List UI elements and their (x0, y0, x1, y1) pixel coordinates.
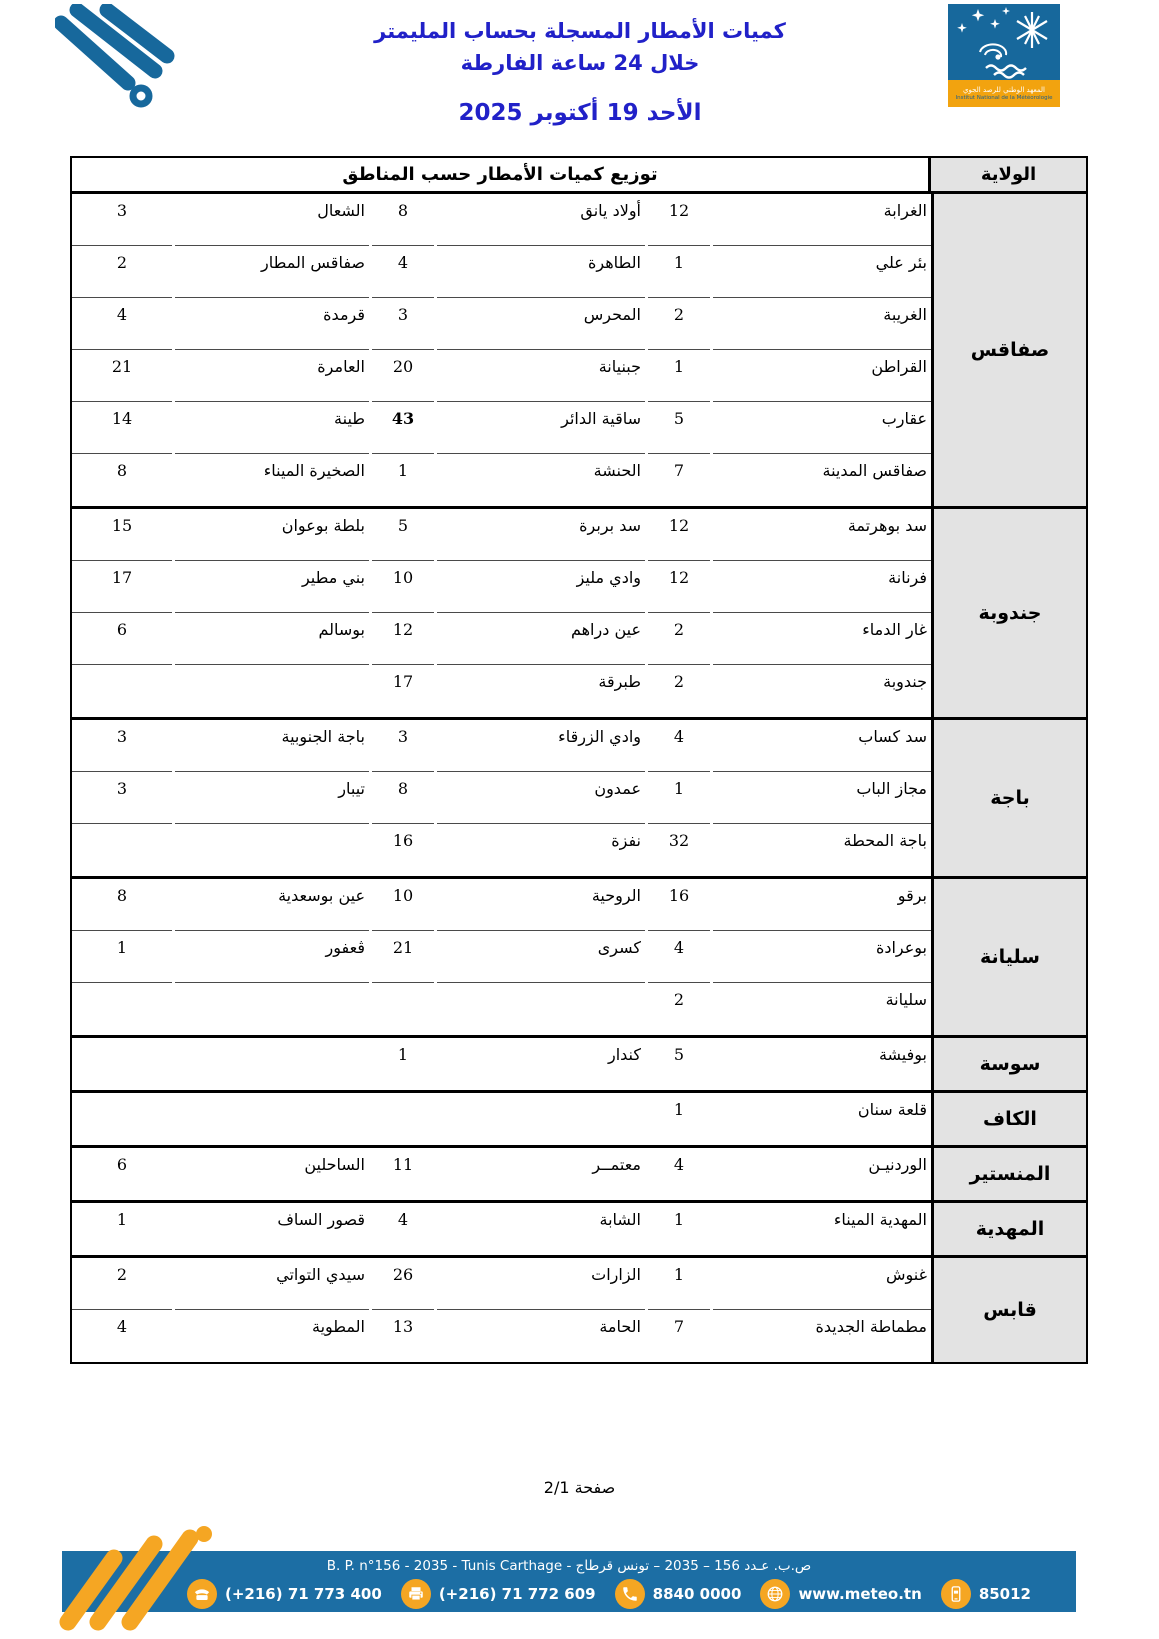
station-name: جبنيانة (437, 350, 645, 402)
rain-value: 17 (72, 561, 172, 613)
rain-value (372, 983, 434, 1035)
station-name: طينة (175, 402, 369, 454)
governorate-section (72, 876, 1086, 1035)
rain-value: 1 (648, 1258, 710, 1310)
station-rows (72, 1258, 931, 1362)
blue-stripes-icon (55, 4, 187, 110)
station-row (72, 1258, 931, 1310)
station-name: وادي مليز (437, 561, 645, 613)
station-name (437, 1093, 645, 1145)
rain-value: 1 (397, 1045, 409, 1064)
station-name: الشابة (599, 1210, 641, 1229)
station-name: كندار (607, 1045, 641, 1064)
station-name: باجة المحطة (843, 831, 927, 850)
contact-text: (+216) 71 772 609 (438, 1585, 596, 1603)
station-row (72, 983, 931, 1035)
rain-value: 7 (673, 1317, 685, 1336)
rain-value: 26 (372, 1258, 434, 1310)
station-row (72, 194, 931, 246)
rain-value (72, 983, 172, 1035)
rain-value: 4 (372, 246, 434, 298)
rain-value: 17 (392, 672, 414, 691)
station-row (72, 298, 931, 350)
station-name: جندوبة (883, 672, 927, 691)
rain-value: 3 (72, 194, 172, 246)
rain-value: 10 (372, 879, 434, 931)
rain-value: 2 (673, 990, 685, 1009)
contact-item (760, 1579, 921, 1609)
governorate-label: سليانة (931, 879, 1086, 1035)
footer-stripes-logo (52, 1496, 242, 1635)
station-name: سد كساب (713, 720, 931, 772)
title-line-2: خلال 24 ساعة الفارطة (460, 50, 700, 75)
rain-value: 5 (673, 1045, 685, 1064)
governorate-section (72, 1145, 1086, 1200)
governorate-label: باجة (931, 720, 1086, 876)
inm-caption-arabic: المعهد الوطني للرصد الجوي (963, 85, 1045, 94)
rain-value: 32 (668, 831, 690, 850)
rain-value: 4 (72, 298, 172, 350)
governorate-column-header: الولاية (928, 158, 1086, 191)
rain-value: 6 (116, 1155, 128, 1174)
station-row (72, 772, 931, 824)
station-rows (72, 194, 931, 506)
station-row (72, 613, 931, 665)
station-name (175, 983, 369, 1035)
rain-value: 1 (648, 350, 710, 402)
rain-value: 8 (72, 879, 172, 931)
station-name: قلعة سنان (857, 1100, 927, 1119)
rain-value: 5 (372, 509, 434, 561)
station-name: المطوية (312, 1317, 365, 1336)
station-name: عقارب (713, 402, 931, 454)
rain-value: 16 (648, 879, 710, 931)
rain-value: 4 (648, 720, 710, 772)
rain-value: 11 (392, 1155, 414, 1174)
rain-value (372, 1093, 434, 1145)
station-name: ساقية الدائر (437, 402, 645, 454)
postal-address: B. P. n°156 - 2035 - Tunis Carthage - ص.ب. عـدد 156 – 2035 – تونس قرطاج (326, 1558, 812, 1574)
inm-logo-caption (948, 80, 1060, 107)
station-name: القراطن (713, 350, 931, 402)
inm-caption-french: Institut National de la Météorologie (955, 94, 1053, 101)
rain-value: 20 (372, 350, 434, 402)
contact-item (615, 1579, 742, 1609)
station-name (175, 665, 369, 717)
rain-value: 21 (72, 350, 172, 402)
governorate-label: المنستير (931, 1148, 1086, 1200)
station-name: فرنانة (713, 561, 931, 613)
station-rows (72, 1148, 931, 1200)
station-row (72, 665, 931, 717)
station-name: طبرقة (598, 672, 641, 691)
station-name: عين بوسعدية (175, 879, 369, 931)
rain-value: 5 (648, 402, 710, 454)
station-name: عمدون (437, 772, 645, 824)
station-rows (72, 720, 931, 876)
governorate-label: الكاف (931, 1093, 1086, 1145)
station-row (72, 509, 931, 561)
rain-value: 7 (673, 461, 685, 480)
title-line-1: كميات الأمطار المسجلة بحساب المليمتر (374, 19, 786, 43)
page-number-label: صفحة 2/1 (543, 1478, 616, 1497)
station-row (72, 1093, 931, 1145)
station-row (72, 246, 931, 298)
rain-value: 2 (72, 246, 172, 298)
rain-value: 4 (673, 1155, 685, 1174)
rain-value: 6 (72, 613, 172, 665)
station-rows (72, 1093, 931, 1145)
governorate-label: صفاقس (931, 194, 1086, 506)
station-name: أولاد يانق (437, 194, 645, 246)
rain-value: 3 (72, 720, 172, 772)
station-row (72, 931, 931, 983)
governorate-section (72, 1255, 1086, 1362)
station-name: الشعال (175, 194, 369, 246)
rain-value: 1 (397, 461, 409, 480)
rain-value: 2 (673, 672, 685, 691)
rain-value: 3 (372, 720, 434, 772)
governorate-section (72, 1090, 1086, 1145)
station-rows (72, 1203, 931, 1255)
rain-table-body (72, 194, 1086, 1362)
rain-value: 1 (673, 1100, 685, 1119)
station-name: بلطة بوعوان (175, 509, 369, 561)
rain-value: 14 (72, 402, 172, 454)
website-icon (760, 1579, 790, 1609)
contact-item (941, 1579, 1031, 1609)
contact-text: www.meteo.tn (798, 1585, 922, 1603)
station-name: غنوش (713, 1258, 931, 1310)
station-name: بوفيشة (878, 1045, 927, 1064)
rain-value: 8 (372, 772, 434, 824)
rain-value (72, 1093, 172, 1145)
rain-value: 1 (648, 772, 710, 824)
rain-value: 43 (372, 402, 434, 454)
station-name (175, 1093, 369, 1145)
governorate-label: المهدية (931, 1203, 1086, 1255)
station-name (175, 824, 369, 876)
sms-icon (941, 1579, 971, 1609)
governorate-label: جندوبة (931, 509, 1086, 717)
station-name: سليانة (885, 990, 927, 1009)
station-name (175, 1038, 369, 1090)
station-name: بوعرادة (713, 931, 931, 983)
station-name: مجاز الباب (713, 772, 931, 824)
rain-value: 15 (72, 509, 172, 561)
contact-item (401, 1579, 596, 1609)
station-row (72, 561, 931, 613)
station-rows (72, 879, 931, 1035)
station-name: سد بربرة (437, 509, 645, 561)
rain-value (72, 665, 172, 717)
station-name: سد بوهرتمة (713, 509, 931, 561)
rain-value: 4 (116, 1317, 128, 1336)
station-name: ڤعفور (175, 931, 369, 983)
station-name: بوسالم (175, 613, 369, 665)
governorate-section (72, 506, 1086, 717)
rain-value: 16 (392, 831, 414, 850)
rain-value: 10 (372, 561, 434, 613)
station-name: تيبار (175, 772, 369, 824)
rain-value: 21 (372, 931, 434, 983)
station-name: الزارات (437, 1258, 645, 1310)
station-name: صفاقس المطار (175, 246, 369, 298)
inm-logo-artwork (948, 4, 1060, 80)
station-name: الطاهرة (437, 246, 645, 298)
rain-value: 1 (116, 1210, 128, 1229)
station-row (72, 1203, 931, 1255)
station-name: المهدية الميناء (833, 1210, 927, 1229)
rain-value: 1 (648, 246, 710, 298)
station-name: الروحية (437, 879, 645, 931)
fax-icon (401, 1579, 431, 1609)
rainfall-table (70, 156, 1088, 1364)
orange-stripes-icon (52, 1496, 242, 1631)
governorate-section (72, 1035, 1086, 1090)
station-name: عين دراهم (437, 613, 645, 665)
station-rows (72, 509, 931, 717)
station-name: العامرة (175, 350, 369, 402)
contact-text: (+216) 71 773 400 (225, 1585, 382, 1603)
rain-value: 2 (72, 1258, 172, 1310)
station-name: باجة الجنوبية (175, 720, 369, 772)
contact-text: 8840 0000 (652, 1585, 742, 1603)
rain-value: 2 (648, 298, 710, 350)
station-name: وادي الزرقاء (437, 720, 645, 772)
weather-motifs-icon (948, 4, 1060, 80)
station-name (437, 983, 645, 1035)
rain-value: 3 (72, 772, 172, 824)
rain-value: 8 (116, 461, 128, 480)
station-name: قصور الساف (277, 1210, 365, 1229)
governorate-section (72, 1200, 1086, 1255)
rain-value: 12 (372, 613, 434, 665)
rain-value (72, 1038, 172, 1090)
rain-value: 2 (648, 613, 710, 665)
station-name: الحنشة (593, 461, 641, 480)
inm-logo (948, 4, 1060, 108)
station-name: الحامة (599, 1317, 641, 1336)
station-name: بئر علي (713, 246, 931, 298)
station-name: الوردنيـن (868, 1155, 927, 1174)
station-name: نفزة (611, 831, 641, 850)
station-row (72, 402, 931, 454)
station-name: المحرس (437, 298, 645, 350)
rain-value: 8 (372, 194, 434, 246)
station-row (72, 350, 931, 402)
station-name: سيدي التواتي (175, 1258, 369, 1310)
rain-value: 13 (392, 1317, 414, 1336)
station-name: قرمدة (175, 298, 369, 350)
rain-value: 4 (648, 931, 710, 983)
station-rows (72, 1038, 931, 1090)
rain-value: 3 (372, 298, 434, 350)
station-row (72, 720, 931, 772)
station-name: الغرابة (713, 194, 931, 246)
rain-value: 12 (648, 561, 710, 613)
rain-value: 12 (648, 194, 710, 246)
station-name: كسرى (437, 931, 645, 983)
station-name: غار الدماء (713, 613, 931, 665)
rain-value: 1 (72, 931, 172, 983)
station-name: بني مطير (175, 561, 369, 613)
governorate-section (72, 194, 1086, 506)
rain-value (72, 824, 172, 876)
rain-value: 12 (648, 509, 710, 561)
station-name: معتمــر (592, 1155, 641, 1174)
document-title (290, 16, 870, 79)
bulletin-date: الأحد 19 أكتوبر 2025 (458, 100, 702, 126)
station-row (72, 824, 931, 876)
governorate-label: سوسة (931, 1038, 1086, 1090)
distribution-column-header: توزيع كميات الأمطار حسب المناطق (342, 164, 658, 185)
call-center-icon (615, 1579, 645, 1609)
station-row (72, 879, 931, 931)
station-name: الصخيرة الميناء (263, 461, 365, 480)
rain-value: 4 (397, 1210, 409, 1229)
station-name: مطماطة الجديدة (815, 1317, 927, 1336)
governorate-label: قابس (931, 1258, 1086, 1362)
station-name: برقو (713, 879, 931, 931)
station-row (72, 1310, 931, 1362)
station-name: صفاقس المدينة (822, 461, 927, 480)
governorate-section (72, 717, 1086, 876)
station-name: الغريبة (713, 298, 931, 350)
contact-text: 85012 (978, 1585, 1031, 1603)
table-header-row (72, 158, 1086, 194)
inm-stripes-logo (55, 4, 187, 110)
station-name: الساحلين (304, 1155, 365, 1174)
station-row (72, 1148, 931, 1200)
station-row (72, 1038, 931, 1090)
station-row (72, 454, 931, 506)
rain-value: 1 (673, 1210, 685, 1229)
